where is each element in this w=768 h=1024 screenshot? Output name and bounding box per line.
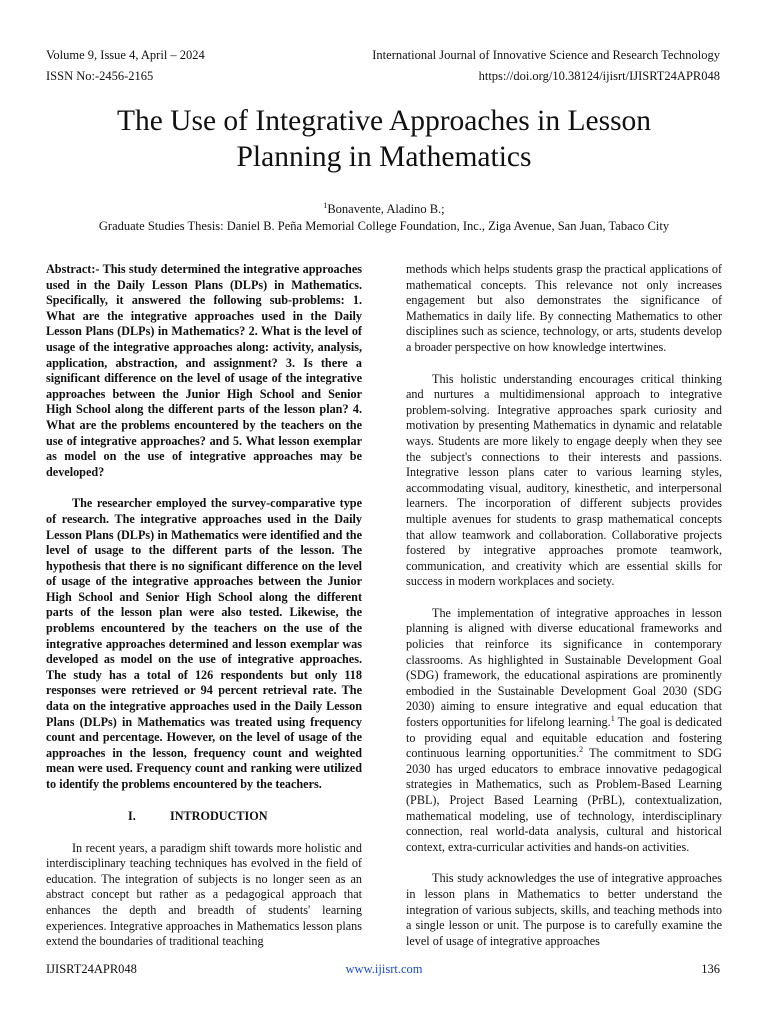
paper-title-line-1: The Use of Integrative Approaches in Lesson: [116, 105, 652, 137]
journal-issn: ISSN No:-2456-2165: [46, 69, 154, 83]
paper-title: [40, 103, 728, 175]
journal-volume: Volume 9, Issue 4, April – 2024: [46, 48, 205, 62]
body-paragraph-3: [406, 606, 722, 856]
footer-paper-code: IJISRT24APR048: [46, 962, 137, 976]
author-affiliation: Graduate Studies Thesis: Daniel B. Peña Memorial College Foundation, Inc., Ziga Avenue, San Juan, Tabaco City: [98, 219, 670, 233]
section-heading: [46, 809, 362, 825]
author-superscript: 1: [323, 200, 328, 210]
author-name: Bonavente, Aladino B.;: [327, 202, 445, 216]
body-paragraph-1: methods which helps students grasp the practical applications of mathematical concepts. This relevance not only increases engagement but also demonstrates the significance of Mathematics in daily life. By connecting Mathematics to other disciplines such as science, technology, or arts, students develop a broader perspective on how knowledge intertwines.: [406, 262, 722, 354]
footnote-ref-1: 1: [610, 713, 615, 723]
intro-paragraph-1: In recent years, a paradigm shift towards more holistic and interdisciplinary teaching techniques has evolved in the field of education. The integration of subjects is no longer seen as an abstract concept but rather as a pedagogical approach that enhances the depth and breadth of students' learning experiences. Integrative approaches in Mathematics lesson plans extend the boundaries of traditional teaching: [46, 840, 362, 949]
journal-name: International Journal of Innovative Science and Research Technology: [372, 48, 720, 62]
body-paragraph-4: This study acknowledges the use of integrative approaches in lesson plans in Mathematics to better understand the integration of various subjects, skills, and teaching methods into a single lesson or unit. The purpose is to carefully examine the level of usage of integrative approaches: [406, 871, 722, 948]
footer-page-number: 136: [701, 962, 720, 976]
paper-title-line-2: Planning in Mathematics: [236, 141, 532, 173]
right-column: [406, 262, 722, 949]
abstract-paragraph-1: Abstract:- This study determined the integrative approaches used in the Daily Lesson Plans (DLPs) in Mathematics. Specifically, it answered the following sub-problems: 1. What are the integrative approaches used in the Daily Lesson Plans (DLPs) in Mathematics? 2. What is the level of usage of the integrative approaches along: activity, analysis, application, abstraction, and assignment? 3. Is there a significant difference on the level of usage of the integrative approaches between the Junior High School and Senior High School along the different parts of the lesson plan? 4. What are the problems encountered by the teachers on the use of integrative approaches? and 5. What lesson exemplar as model on the use of integrative approaches may be developed?: [46, 262, 362, 479]
abstract-paragraph-2: The researcher employed the survey-comparative type of research. The integrative approaches used in the Daily Lesson Plans (DLPs) in Mathematics were identified and the level of usage to the different parts of the lesson. The hypothesis that there is no significant difference on the level of usage of the integrative approaches between the Junior High School and Senior High School along the different parts of the lesson plan were also tested. Likewise, the problems encountered by the teachers on the use of the integrative approaches determined and lesson exemplar was developed as model on the use of integrative approaches. The study has a total of 126 respondents but only 118 responses were retrieved or 94 percent retrieval rate. The data on the integrative approaches used in the Daily Lesson Plans (DLPs) in Mathematics was treated using frequency count and percentage. However, on the level of usage of the approaches in the lesson, frequency count and weighted mean were used. Frequency count and ranking were utilized to identify the problems encountered by the teachers.: [46, 496, 362, 791]
section-name: INTRODUCTION: [170, 808, 268, 823]
journal-doi[interactable]: https://doi.org/10.38124/ijisrt/IJISRT24APR048: [478, 69, 720, 83]
body-paragraph-3-part-a: The implementation of integrative approaches in lesson planning is aligned with diverse educational frameworks and policies that reinforce its significance in contemporary classrooms. As highlighted in Sustainable Development Goal (SDG) framework, the educational aspirations are prominently embodied in the Sustainable Development Goal 2030 (SDG 2030) aiming to ensure integrative and equal education that fosters opportunities for lifelong learning.: [406, 605, 722, 730]
body-paragraph-3-part-b: The goal is dedicated to providing equal and equitable education and fostering continuous learning opportunities.: [406, 715, 722, 761]
author-line: [40, 201, 728, 217]
body-paragraph-2: This holistic understanding encourages critical thinking and nurtures a multidimensional approach to integrative problem-solving. Integrative approaches spark curiosity and motivation by presenting Mathematics in dynamic and relatable ways. Students are more likely to engage deeply when they see the subject's connections to their interests and passions. Integrative lesson plans cater to various learning styles, accommodating visual, auditory, kinesthetic, and interpersonal learners. The incorporation of different subjects provides multiple avenues for students to grasp mathematical concepts that allow teamwork and collaboration. Collaborative projects fostered by integrative approaches promote teamwork, communication, and creativity which are essential skills for success in modern workplaces and society.: [406, 371, 722, 589]
left-column: [46, 262, 362, 950]
body-paragraph-3-part-c: The commitment to SDG 2030 has urged educators to embrace innovative pedagogical strategies in Mathematics, such as Problem-Based Learning (PBL), Project Based Learning (PrBL), contextualization, mathematical modeling, use of technology, interdisciplinary connection, real world-data analysis, cultural and historical context, extra-curricular activities and hands-on activities.: [406, 746, 722, 854]
section-number: I.: [128, 808, 136, 823]
footnote-ref-2: 2: [579, 745, 584, 755]
footer-website-link[interactable]: www.ijisrt.com: [345, 962, 423, 976]
